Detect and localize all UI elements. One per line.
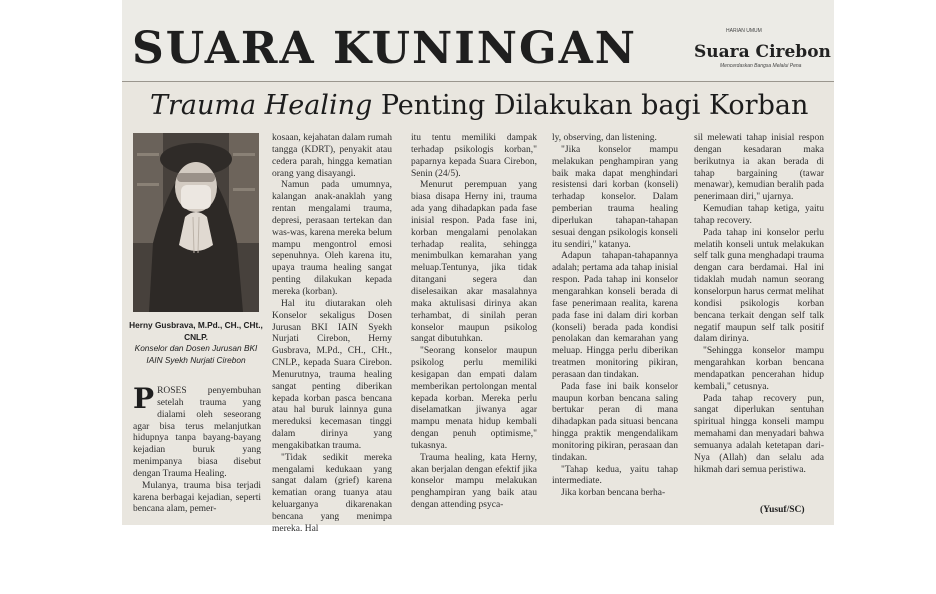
paragraph: kosaan, kejahatan dalam rumah tangga (KDRT), penyakit atau cedera parah, hingga kematian orang yang disayangi.: [272, 133, 392, 179]
paragraph: Pada tahap ini konselor perlu melatih konseli untuk melakukan self talk guna menghadapi trauma dengan cara berdamai. Hal ini tidaklah mudah namun seorang konselorpun harus cermat melihat kondisi psikologis korban bencana terkait dengan self talk negatif maupun self talk positif dalam dirinya.: [694, 227, 824, 345]
paragraph: "Tahap kedua, yaitu tahap intermediate.: [552, 464, 678, 487]
paragraph: [133, 382, 261, 481]
portrait-photo: [133, 133, 259, 312]
paragraph: sil melewati tahap inisial respon dengan kesadaran maka berikutnya ia akan berada di tahap bargaining (tawar menawar), kemudian beralih pada penerimaan diri," ujarnya.: [694, 133, 824, 203]
paragraph: ly, observing, dan listening.: [552, 133, 657, 143]
article-column-1: [133, 382, 261, 516]
paragraph: Kemudian tahap ketiga, yaitu tahap recovery.: [694, 204, 824, 226]
photo-caption: [128, 320, 264, 366]
headline-rest: Penting Dilakukan bagi Korban: [372, 90, 809, 121]
paragraph: Adapun tahapan-tahapannya adalah; pertama ada tahap inisial respon. Pada tahap ini konselor mengarahkan konseli berada di fase penerimaan realita, karena pada fase ini dalam diri korban (konseli) berada pada kondisi penolakan dan kemarahan yang meluap. Hingga perlu diberikan treatmen monitoring pikiran, perasaan dan tindakan.: [552, 251, 678, 380]
paragraph: Jika korban bencana berha-: [561, 488, 666, 499]
paragraph: "Seorang konselor maupun psikolog perlu memiliki kesigapan dan empati dalam memberikan pertolongan mental kepada korban. Mereka perlu diselamatkan jiwanya agar mampu menata hidup kembali dengan penuh optimisme," tukasnya.: [411, 346, 537, 451]
portrait-illustration: [133, 133, 259, 312]
paragraph: "Tidak sedikit mereka mengalami kedukaan yang sangat dalam (grief) karena kematian orang tuanya atau keluarganya dikarenakan bencana yang menimpa mereka. Hal: [272, 452, 392, 534]
paragraph-text: ROSES penyembuhan setelah trauma yang dialami oleh seseorang agar bisa terus melanjutkan hidupnya tanpa bayang-bayang kejadian buruk yang menimpanya biasa disebut dengan Trauma Healing.: [133, 386, 261, 479]
paragraph: Mulanya, trauma bisa terjadi karena berbagai kejadian, seperti bencana alam, pemer-: [133, 480, 261, 515]
paragraph: Trauma healing, kata Herny, akan berjalan dengan efektif jika konselor mampu melakukan penghampiran yang baik atau dengan attending psyca-: [411, 452, 537, 511]
paragraph: "Sehingga konselor mampu mengarahkan korban bencana mendapatkan pencerahan hidup kembali," cetusnya.: [694, 346, 824, 392]
paragraph: itu tentu memiliki dampak terhadap psikologis korban," paparnya kepada Suara Cirebon, Senin (24/5).: [411, 133, 537, 179]
header-rule: [122, 81, 834, 82]
section-rubric: SUARA KUNINGAN: [132, 23, 637, 74]
article-column-4: [552, 133, 678, 500]
caption-role: Konselor dan Dosen Jurusan BKI IAIN Syekh Nurjati Cirebon: [134, 343, 258, 365]
paragraph: Menurut perempuan yang biasa disapa Herny ini, trauma ada yang dihadapkan pada fase inisial respon. Pada fase ini, korban mengalami penolakan terhadap realita, sehingga menimbulkan kemarahan yang meluap.Tentunya, jika tidak ditangani segera dan diselesaikan akar masalahnya maka aktulisasi dirinya akan terhambat, di sinilah peran konselor maupun psikolog sangat dibutuhkan.: [411, 180, 537, 345]
paragraph: Pada fase ini baik konselor maupun korban bencana saling bertukar peran di mana dihadapkan pada situasi bencana hingga praktik mengendalikam monitoring pikiran, perasaan dan tindakan.: [552, 381, 678, 463]
paragraph: "Jika konselor mampu melakukan penghampiran yang baik maka dapat menghindari resistensi dari korban (konseli) terhadap konselor. Dalam pemberian trauma healing diperlukan tahapan-tahapan sesuai dengan psikologis konseli itu sendiri," katanya.: [552, 144, 678, 250]
article-column-5: [694, 133, 824, 476]
article-column-2: [272, 133, 392, 536]
masthead-name: Suara Cirebon: [694, 42, 831, 62]
paragraph: Pada tahap recovery pun, sangat diperlukan sentuhan spiritual hingga konseli mampu memahami dan menyadari bahwa semuanya adalah ketetapan dari-Nya (Allah) dan selalu ada hikmah dari semua peristiwa.: [694, 393, 824, 475]
article-column-3: [411, 133, 537, 512]
headline-italic: Trauma Healing: [150, 90, 373, 121]
paragraph: Namun pada umumnya, kalangan anak-anaklah yang rentan mengalami trauma, depresi, perasaan tertekan dan was-was, karena mereka belum mampu mengontrol emosi sepenuhnya. Oleh karena itu, upaya trauma healing sangat penting dilakukan kepada mereka (korban).: [272, 180, 392, 297]
masthead-slogan: Mencerdaskan Bangsa Melalui Pena: [720, 63, 802, 69]
drop-cap: P: [133, 382, 155, 415]
author-signature: (Yusuf/SC): [760, 505, 805, 515]
article-headline: [150, 88, 808, 124]
masthead-tagline: HARIAN UMUM: [726, 28, 762, 34]
caption-name: Herny Gusbrava, M.Pd., CH., CHt., CNLP.: [129, 320, 263, 342]
paragraph: Hal itu diutarakan oleh Konselor sekaligus Dosen Jurusan BKI IAIN Syekh Nurjati Cirebon, Herny Gusbrava, M.Pd., CH., CHt., CNLP., kepada Suara Cirebon. Menurutnya, trauma healing sangat penting diberikan kepada korban pasca bencana atau hal buruk lainnya guna mereduksi kecemasan tinggi dalam dirinya yang mengakibatkan trauma.: [272, 298, 392, 451]
